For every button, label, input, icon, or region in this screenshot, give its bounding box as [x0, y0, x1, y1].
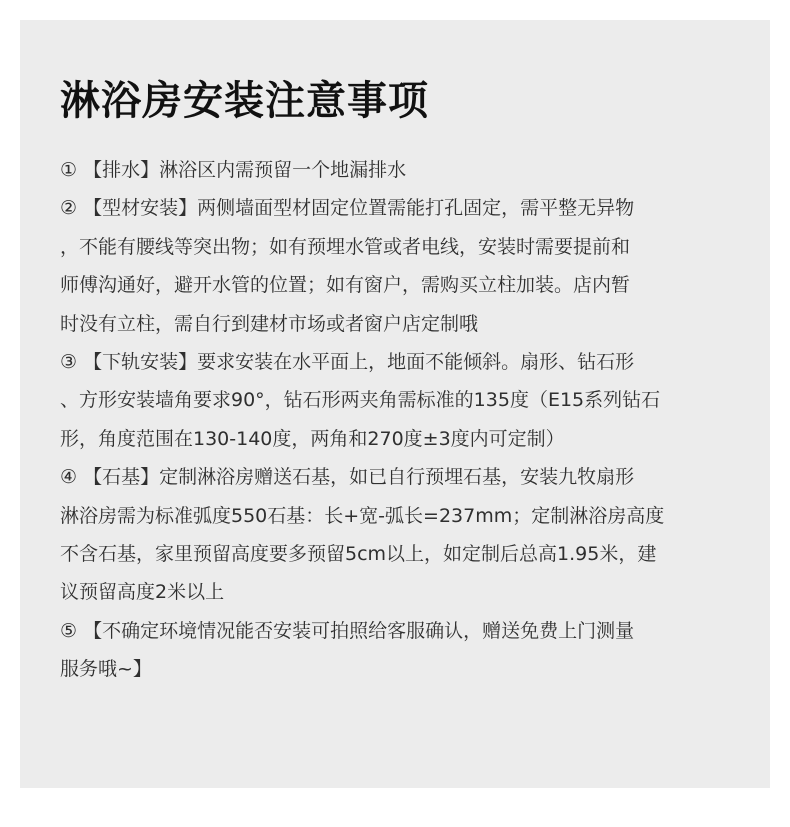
page-title: 淋浴房安装注意事项 — [60, 78, 429, 124]
note-line: ④ 【石基】定制淋浴房赠送石基，如已自行预埋石基，安装九牧扇形 — [60, 466, 635, 489]
note-line: 、方形安装墙角要求90°，钻石形两夹角需标准的135度（E15系列钻石 — [60, 389, 661, 412]
note-line: ⑤ 【不确定环境情况能否安装可拍照给客服确认，赠送免费上门测量 — [60, 619, 635, 642]
notes-list — [60, 151, 736, 688]
note-line: 师傅沟通好，避开水管的位置；如有窗户，需购买立柱加装。店内暂 — [60, 274, 631, 297]
note-line: ，不能有腰线等突出物；如有预埋水管或者电线，安装时需要提前和 — [60, 235, 631, 258]
note-line: 淋浴房需为标准弧度550石基：长+宽-弧长=237mm；定制淋浴房高度 — [60, 504, 665, 527]
note-line: 形，角度范围在130-140度，两角和270度±3度内可定制） — [60, 427, 565, 450]
note-line: 议预留高度2米以上 — [60, 581, 225, 604]
note-line: 时没有立柱，需自行到建材市场或者窗户店定制哦 — [60, 312, 479, 335]
note-line: ② 【型材安装】两侧墙面型材固定位置需能打孔固定，需平整无异物 — [60, 197, 635, 220]
note-line: ① 【排水】淋浴区内需预留一个地漏排水 — [60, 159, 407, 181]
note-line: 服务哦~】 — [60, 658, 152, 681]
note-line: ③ 【下轨安装】要求安装在水平面上，地面不能倾斜。扇形、钻石形 — [60, 350, 635, 373]
note-line: 不含石基，家里预留高度要多预留5cm以上，如定制后总高1.95米，建 — [60, 542, 657, 565]
notice-card — [20, 20, 770, 788]
